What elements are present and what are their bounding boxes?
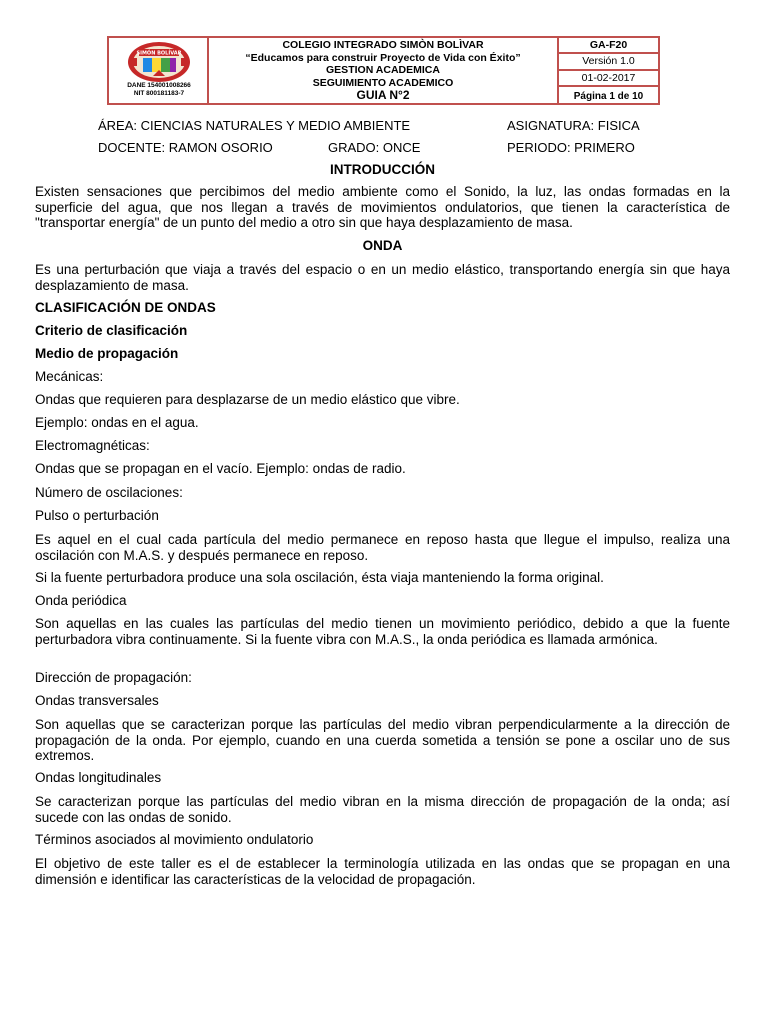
- period-label: PERIODO: PRIMERO: [507, 140, 635, 155]
- management-title: GESTION ACADEMICA: [326, 64, 440, 77]
- wave-heading: ONDA: [362, 238, 403, 253]
- grade-label: GRADO: ONCE: [328, 140, 421, 155]
- teacher-label: DOCENTE: RAMON OSORIO: [98, 140, 273, 155]
- mechanical-text: Ondas que requieren para desplazarse de un medio elástico que vibre.: [35, 392, 460, 407]
- nit-number: NIT 800181183-7: [133, 90, 185, 97]
- periodic-label: Onda periódica: [35, 593, 127, 608]
- school-motto: “Educamos para construir Proyecto de Vida con Éxito”: [245, 51, 521, 64]
- doc-version: Versión 1.0: [559, 54, 658, 70]
- longitudinal-text: Se caracterizan porque las partículas del medio vibran en la misma dirección de propagación de la onda; así sucede con las ondas de sonido.: [35, 794, 730, 825]
- doc-date: 01-02-2017: [559, 71, 658, 87]
- periodic-text: Son aquellas en las cuales las partículas del medio tienen un movimiento periódico, debido a que la fuente perturbadora vibra continuamente. Si la fuente vibra con M.A.S., la onda periódica es llamada armónica.: [35, 616, 730, 647]
- electromagnetic-label: Electromagnéticas:: [35, 438, 150, 453]
- oscillations-label: Número de oscilaciones:: [35, 485, 183, 500]
- guide-number: GUIA N°2: [356, 88, 410, 103]
- dane-nit: [115, 82, 203, 98]
- area-label: ÁREA: CIENCIAS NATURALES Y MEDIO AMBIENTE: [98, 118, 411, 133]
- wave-definition: Es una perturbación que viaja a través del espacio o en un medio elástico, transportando energía sin que haya desplazamiento de masa.: [35, 262, 730, 293]
- mechanical-label: Mecánicas:: [35, 369, 104, 384]
- medium-heading: Medio de propagación: [35, 346, 179, 361]
- page-number: Página 1 de 10: [573, 90, 644, 102]
- dane-number: DANE 154001008266: [127, 82, 191, 89]
- criterion-heading: Criterio de clasificación: [35, 323, 188, 338]
- title-cell: [209, 38, 559, 103]
- terms-label: Términos asociados al movimiento ondulatorio: [35, 832, 314, 847]
- pulse-text: Es aquel en el cual cada partícula del medio permanece en reposo hasta que llegue el impulso, realiza una oscilación con M.A.S. y después permanece en reposo.: [35, 532, 730, 563]
- mechanical-example: Ejemplo: ondas en el agua.: [35, 415, 199, 430]
- doc-info-cell: [559, 38, 658, 103]
- longitudinal-label: Ondas longitudinales: [35, 770, 162, 785]
- objective-text: El objetivo de este taller es el de establecer la terminología utilizada en las ondas que se propagan en una dimensión e identificar las características de la velocidad de propagación.: [35, 856, 730, 887]
- subject-label: ASIGNATURA: FISICA: [507, 118, 640, 133]
- doc-code: GA-F20: [559, 38, 658, 54]
- direction-label: Dirección de propagación:: [35, 670, 192, 685]
- pulse-label: Pulso o perturbación: [35, 508, 159, 523]
- school-logo-icon: [109, 38, 209, 84]
- intro-heading: INTRODUCCIÓN: [330, 162, 435, 177]
- school-name: COLEGIO INTEGRADO SIMÒN BOLÌVAR: [282, 39, 484, 51]
- logo-cell: [109, 38, 209, 103]
- header-table: [107, 36, 660, 105]
- svg-text:SIMÓN BOLÍVAR: SIMÓN BOLÍVAR: [136, 50, 182, 57]
- transverse-text: Son aquellas que se caracterizan porque las partículas del medio vibran perpendicularmente a la dirección de propagación de la onda. Por ejemplo, cuando en una cuerda sometida a tensión se pone a oscilar uno de sus extremos.: [35, 717, 730, 764]
- classification-heading: CLASIFICACIÓN DE ONDAS: [35, 300, 216, 315]
- electromagnetic-text: Ondas que se propagan en el vacío. Ejemplo: ondas de radio.: [35, 461, 406, 476]
- intro-paragraph: Existen sensaciones que percibimos del medio ambiente como el Sonido, la luz, las ondas formadas en la superficie del agua, que nos llegan a través de movimientos ondulatorios, que tienen la característica de "transportar energía" de un punto del medio a otro sin que haya desplazamiento de masa.: [35, 184, 730, 231]
- transverse-label: Ondas transversales: [35, 693, 159, 708]
- source-text: Si la fuente perturbadora produce una sola oscilación, ésta viaja manteniendo la forma original.: [35, 570, 604, 585]
- followup-title: SEGUIMIENTO ACADEMICO: [312, 76, 454, 89]
